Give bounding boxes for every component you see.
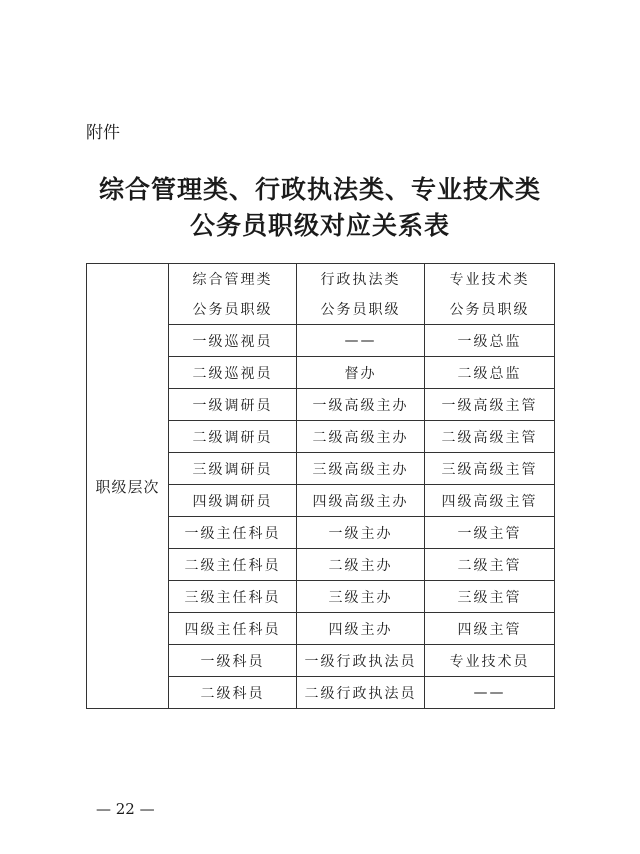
- table-cell: 一级调研员: [169, 389, 297, 421]
- table-cell: 二级总监: [425, 357, 555, 389]
- table-cell: 专业技术员: [425, 645, 555, 677]
- table-cell: 四级高级主办: [297, 485, 425, 517]
- table-cell: 二级主任科员: [169, 549, 297, 581]
- table-cell: 二级主办: [297, 549, 425, 581]
- rank-correspondence-table: [86, 263, 555, 709]
- table-cell: 四级主办: [297, 613, 425, 645]
- table-cell: 一级巡视员: [169, 325, 297, 357]
- table-cell: 一级主管: [425, 517, 555, 549]
- table-cell: 三级主管: [425, 581, 555, 613]
- page-number: — 22 —: [96, 800, 155, 818]
- table-cell: 一级总监: [425, 325, 555, 357]
- table-cell: 四级主任科员: [169, 613, 297, 645]
- table-cell: 三级高级主办: [297, 453, 425, 485]
- header-general-management-line1: 综合管理类: [169, 264, 297, 295]
- table-cell: 二级科员: [169, 677, 297, 709]
- table-cell: 三级高级主管: [425, 453, 555, 485]
- table-cell: 一级高级主管: [425, 389, 555, 421]
- table-cell: 三级主办: [297, 581, 425, 613]
- table-cell: 一级行政执法员: [297, 645, 425, 677]
- table-cell: 督办: [297, 357, 425, 389]
- table-cell: 一级主任科员: [169, 517, 297, 549]
- table-cell: 一级高级主办: [297, 389, 425, 421]
- table-cell: ——: [425, 677, 555, 709]
- table-cell: 四级主管: [425, 613, 555, 645]
- table-cell: 一级主办: [297, 517, 425, 549]
- document-title-line-2: 公务员职级对应关系表: [189, 211, 450, 240]
- header-professional-technical-line1: 专业技术类: [425, 264, 555, 295]
- header-administrative-enforcement-line2: 公务员职级: [297, 294, 425, 325]
- table-cell: 二级高级主管: [425, 421, 555, 453]
- header-administrative-enforcement-line1: 行政执法类: [297, 264, 425, 295]
- table-cell: 二级调研员: [169, 421, 297, 453]
- table-cell: 一级科员: [169, 645, 297, 677]
- table-cell: 二级主管: [425, 549, 555, 581]
- header-general-management-line2: 公务员职级: [169, 294, 297, 325]
- attachment-label: 附件: [86, 123, 120, 143]
- table-cell: 二级高级主办: [297, 421, 425, 453]
- table-cell: 四级高级主管: [425, 485, 555, 517]
- header-professional-technical-line2: 公务员职级: [425, 294, 555, 325]
- table-cell: ——: [297, 325, 425, 357]
- table-cell: 三级调研员: [169, 453, 297, 485]
- document-title-line-1: 综合管理类、行政执法类、专业技术类: [98, 175, 541, 204]
- table-header-row: [87, 264, 555, 295]
- side-label-cell: 职级层次: [87, 264, 169, 709]
- table-cell: 三级主任科员: [169, 581, 297, 613]
- table-cell: 二级巡视员: [169, 357, 297, 389]
- table-cell: 二级行政执法员: [297, 677, 425, 709]
- table-cell: 四级调研员: [169, 485, 297, 517]
